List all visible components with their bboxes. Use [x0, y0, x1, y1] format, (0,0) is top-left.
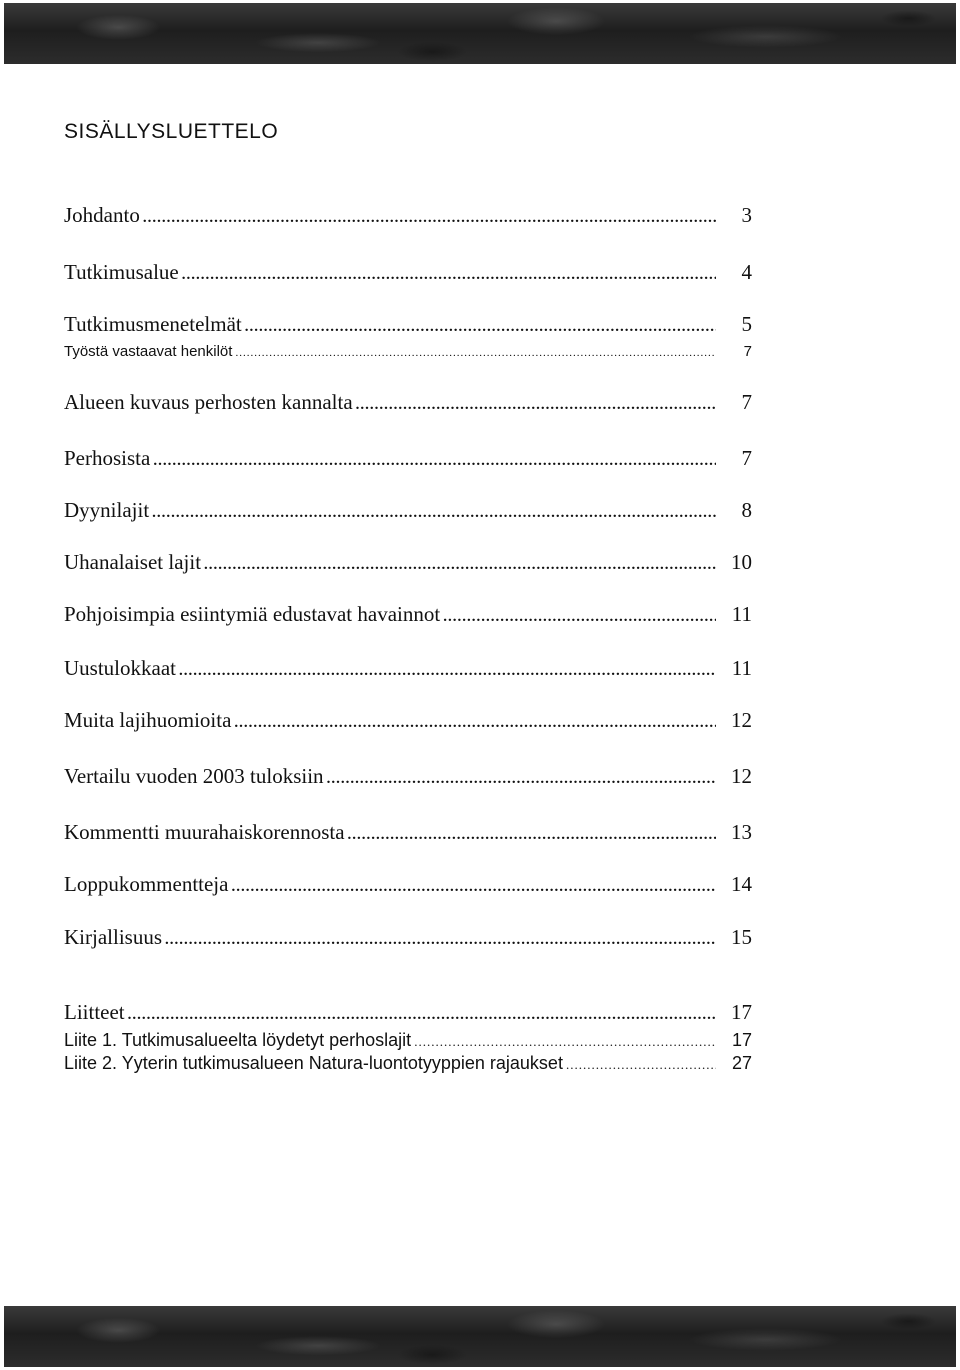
toc-leader — [348, 827, 716, 844]
toc-entry-tutkimusmenetelmat[interactable] — [64, 312, 752, 337]
toc-entry-page: 12 — [731, 708, 752, 732]
toc-leader — [231, 879, 716, 896]
toc-entry-page: 5 — [741, 312, 752, 336]
toc-entry-page: 14 — [731, 872, 752, 896]
toc-leader — [128, 1007, 716, 1024]
toc-entry-label: Tutkimusmenetelmät — [64, 312, 242, 336]
toc-entry-label: Tutkimusalue — [64, 260, 179, 284]
toc-entry-johdanto[interactable] — [64, 203, 752, 228]
toc-entry-page: 3 — [741, 203, 752, 227]
toc-subentry-liite-1[interactable] — [64, 1030, 752, 1051]
toc-entry-kirjallisuus[interactable] — [64, 925, 752, 950]
decorative-texture-band-bottom — [4, 1306, 956, 1367]
toc-entry-label: Kirjallisuus — [64, 925, 162, 949]
toc-leader — [327, 771, 716, 788]
toc-entry-label: Työstä vastaavat henkilöt — [64, 343, 233, 360]
toc-entry-label: Loppukommentteja — [64, 872, 229, 896]
toc-leader — [179, 663, 716, 680]
toc-entry-page: 12 — [731, 764, 752, 788]
toc-entry-page: 10 — [731, 550, 752, 574]
toc-entry-label: Uhanalaiset lajit — [64, 550, 202, 574]
toc-entry-loppukommentteja[interactable] — [64, 872, 752, 897]
toc-entry-uhanalaiset-lajit[interactable] — [64, 550, 752, 575]
toc-leader — [414, 1034, 716, 1050]
toc-entry-page: 11 — [731, 656, 752, 680]
toc-entry-muita-lajihuomioita[interactable] — [64, 708, 752, 733]
toc-leader — [356, 397, 716, 414]
toc-entry-page: 8 — [741, 498, 752, 522]
toc-leader — [245, 319, 716, 336]
toc-entry-page: 7 — [741, 390, 752, 414]
toc-entry-kommentti[interactable] — [64, 820, 752, 845]
toc-entry-page: 17 — [731, 1000, 752, 1024]
toc-entry-perhosista[interactable] — [64, 446, 752, 471]
toc-entry-label: Liite 2. Yyterin tutkimusalueen Natura-luontotyyppien rajaukset — [64, 1053, 563, 1073]
toc-entry-page: 7 — [741, 446, 752, 470]
toc-entry-label: Dyynilajit — [64, 498, 150, 522]
toc-leader — [443, 609, 716, 626]
toc-leader — [153, 453, 716, 470]
toc-leader — [152, 505, 716, 522]
toc-entry-label: Perhosista — [64, 446, 151, 470]
toc-entry-label: Uustulokkaat — [64, 656, 176, 680]
toc-entry-label: Muita lajihuomioita — [64, 708, 232, 732]
toc-entry-page: 15 — [731, 925, 752, 949]
toc-leader — [143, 210, 716, 227]
toc-entry-tutkimusalue[interactable] — [64, 260, 752, 285]
toc-entry-label: Liite 1. Tutkimusalueelta löydetyt perhoslajit — [64, 1030, 412, 1050]
toc-entry-label: Vertailu vuoden 2003 tuloksiin — [64, 764, 324, 788]
toc-entry-page: 11 — [731, 602, 752, 626]
toc-entry-label: Kommentti muurahaiskorennosta — [64, 820, 345, 844]
toc-entry-page: 4 — [741, 260, 752, 284]
toc-entry-pohjoisimpia[interactable] — [64, 602, 752, 627]
toc-leader — [204, 557, 716, 574]
toc-entry-vertailu[interactable] — [64, 764, 752, 789]
toc-entry-page: 27 — [731, 1053, 752, 1073]
toc-entry-page: 17 — [731, 1030, 752, 1050]
toc-entry-page: 13 — [731, 820, 752, 844]
toc-entry-page: 7 — [743, 343, 752, 360]
toc-entry-liitteet[interactable] — [64, 1000, 752, 1025]
toc-leader — [234, 715, 716, 732]
toc-entry-label: Johdanto — [64, 203, 140, 227]
toc-entry-label: Liitteet — [64, 1000, 125, 1024]
toc-leader — [182, 267, 716, 284]
toc-entry-label: Pohjoisimpia esiintymiä edustavat havainnot — [64, 602, 441, 626]
toc-entry-label: Alueen kuvaus perhosten kannalta — [64, 390, 353, 414]
toc-leader — [566, 1057, 716, 1073]
decorative-texture-band-top — [4, 3, 956, 64]
toc-entry-uustulokkaat[interactable] — [64, 656, 752, 681]
toc-subentry-tyosta-vastaavat[interactable] — [64, 343, 752, 360]
toc-entry-dyynilajit[interactable] — [64, 498, 752, 523]
toc-subentry-liite-2[interactable] — [64, 1053, 752, 1074]
toc-leader — [165, 932, 716, 949]
toc-entry-alueen-kuvaus[interactable] — [64, 390, 752, 415]
toc-leader — [235, 347, 716, 359]
toc-title: SISÄLLYSLUETTELO — [64, 120, 279, 143]
